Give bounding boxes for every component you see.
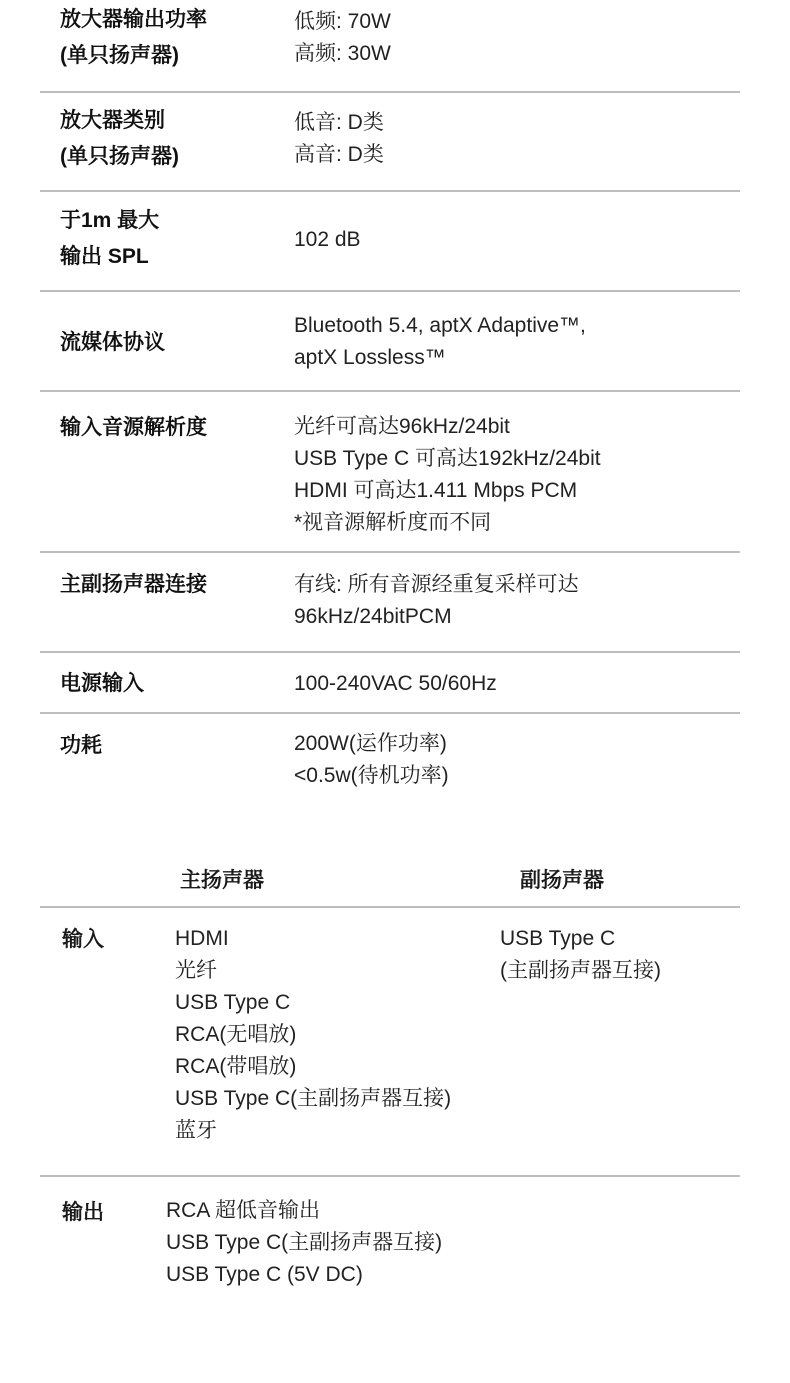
spec-value-line: 高音: D类	[294, 143, 384, 166]
spec-label-line: 流媒体协议	[60, 331, 165, 354]
list-item: RCA(无唱放)	[175, 1023, 297, 1046]
io-divider	[40, 1175, 740, 1177]
spec-label-line: 主副扬声器连接	[60, 573, 207, 596]
spec-value-line: 有线: 所有音源经重复采样可达	[294, 573, 579, 596]
spec-value	[294, 224, 734, 256]
spec-row-amp-class	[40, 93, 740, 192]
list-item: RCA(带唱放)	[175, 1055, 297, 1078]
spec-value-line: 低频: 70W	[294, 10, 391, 33]
spec-value-line: *视音源解析度而不同	[294, 511, 492, 534]
spec-value-line: 102 dB	[294, 228, 361, 251]
spec-value-line: USB Type C 可高达192kHz/24bit	[294, 447, 601, 470]
spec-row-streaming	[40, 292, 740, 392]
spec-value-line: aptX Lossless™	[294, 346, 446, 369]
io-header-sub-speaker: 副扬声器	[520, 869, 604, 892]
spec-label	[60, 567, 207, 603]
list-item: 光纤	[175, 959, 217, 982]
list-item: USB Type C(主副扬声器互接)	[166, 1231, 443, 1254]
spec-value	[294, 569, 734, 633]
spec-value	[294, 107, 734, 171]
spec-value-line: 96kHz/24bitPCM	[294, 605, 452, 628]
spec-row-max-spl	[40, 192, 740, 292]
spec-value-line: <0.5w(待机功率)	[294, 764, 449, 787]
spec-label	[60, 203, 159, 275]
list-item: (主副扬声器互接)	[500, 959, 661, 982]
spec-label	[60, 728, 102, 764]
spec-label-line: 放大器类别	[60, 109, 165, 132]
io-input-sub-list	[500, 923, 661, 987]
spec-label	[60, 410, 207, 446]
list-item: 蓝牙	[175, 1119, 217, 1142]
list-item: USB Type C (5V DC)	[166, 1263, 363, 1286]
spec-label-line: 于1m 最大	[60, 209, 160, 232]
spec-label-line: 输入音源解析度	[60, 416, 207, 439]
spec-value-line: 100-240VAC 50/60Hz	[294, 672, 497, 695]
io-header-main-speaker: 主扬声器	[180, 869, 264, 892]
spec-value-line: 高频: 30W	[294, 42, 391, 65]
io-output-main-list	[166, 1195, 442, 1291]
spec-value-line: HDMI 可高达1.411 Mbps PCM	[294, 479, 578, 502]
spec-label	[60, 666, 144, 702]
spec-row-input-resolution	[40, 392, 740, 553]
io-input-main-list	[175, 923, 451, 1147]
spec-value-line: 200W(运作功率)	[294, 732, 447, 755]
spec-value	[294, 411, 734, 539]
spec-label	[60, 325, 165, 361]
spec-value	[294, 728, 734, 792]
list-item: HDMI	[175, 927, 229, 950]
spec-row-amp-power	[40, 0, 740, 93]
spec-row-speaker-link	[40, 553, 740, 653]
spec-label-line: (单只扬声器)	[60, 44, 179, 67]
list-item: RCA 超低音输出	[166, 1199, 321, 1222]
spec-label-line: 电源输入	[60, 672, 144, 695]
io-output-label: 输出	[62, 1201, 104, 1224]
spec-label-line: 放大器输出功率	[60, 8, 207, 31]
list-item: USB Type C	[500, 927, 616, 950]
spec-value	[294, 310, 734, 374]
spec-value-line: 光纤可高达96kHz/24bit	[294, 415, 510, 438]
spec-label	[60, 103, 179, 175]
spec-value-line: 低音: D类	[294, 111, 384, 134]
spec-label-line: 功耗	[60, 734, 102, 757]
list-item: USB Type C	[175, 991, 291, 1014]
spec-value	[294, 6, 734, 70]
io-input-label: 输入	[62, 928, 104, 951]
list-item: USB Type C(主副扬声器互接)	[175, 1087, 452, 1110]
spec-label-line: 输出 SPL	[60, 245, 149, 268]
spec-value	[294, 668, 734, 700]
spec-row-power-input	[40, 653, 740, 714]
spec-label-line: (单只扬声器)	[60, 145, 179, 168]
io-table-header	[40, 858, 740, 908]
spec-label	[60, 2, 207, 74]
spec-row-power-consumption	[40, 714, 740, 814]
spec-value-line: Bluetooth 5.4, aptX Adaptive™,	[294, 314, 586, 337]
